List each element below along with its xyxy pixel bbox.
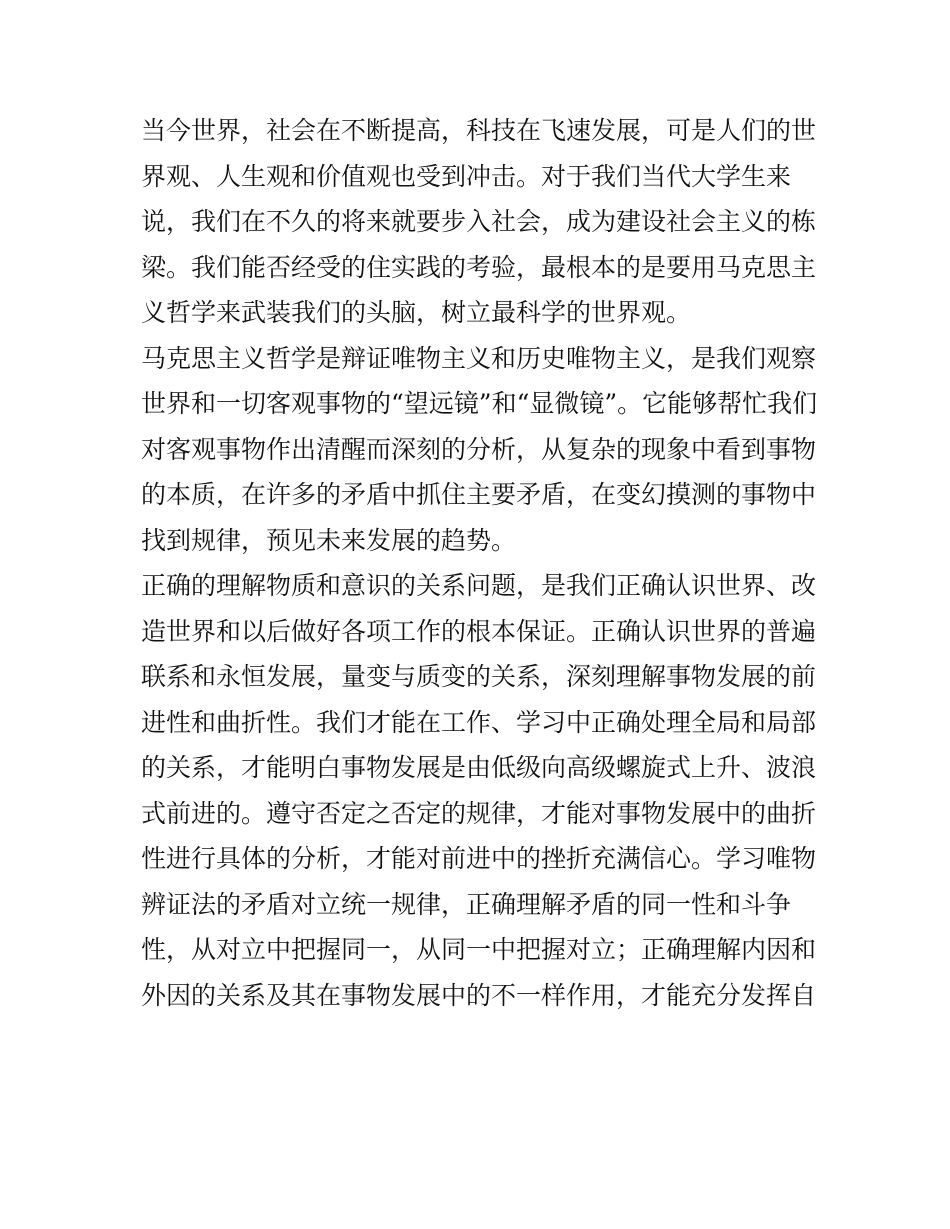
text-line: 梁。我们能否经受的住实践的考验，最根本的是要用马克思主 — [141, 252, 817, 282]
text-line: 性，从对立中把握同一，从同一中把握对立；正确理解内因和 — [141, 935, 817, 964]
text-line: 辨证法的矛盾对立统一规律，正确理解矛盾的同一性和斗争 — [141, 889, 792, 919]
text-line: 说，我们在不久的将来就要步入社会，成为建设社会主义的栋 — [141, 207, 817, 236]
text-line: 的关系，才能明白事物发展是由低级向高级螺旋式上升、波浪 — [141, 753, 817, 782]
text-line: 联系和永恒发展，量变与质变的关系，深刻理解事物发展的前 — [141, 662, 817, 691]
text-line: 世界和一切客观事物的“望远镜”和“显微镜”。它能够帮忙我们 — [141, 389, 818, 418]
text-line: 找到规律，预见未来发展的趋势。 — [141, 525, 517, 555]
document-body — [141, 108, 821, 1018]
text-line: 外因的关系及其在事物发展中的不一样作用，才能充分发挥自 — [141, 980, 817, 1010]
text-line: 对客观事物作出清醒而深刻的分析，从复杂的现象中看到事物 — [141, 434, 817, 464]
text-line: 的本质，在许多的矛盾中抓住主要矛盾，在变幻摸测的事物中 — [141, 480, 817, 509]
text-line: 义哲学来武装我们的头脑，树立最科学的世界观。 — [141, 298, 692, 327]
text-line: 造世界和以后做好各项工作的根本保证。正确认识世界的普遍 — [141, 616, 817, 646]
text-line: 式前进的。遵守否定之否定的规律，才能对事物发展中的曲折 — [141, 798, 817, 828]
text-line: 正确的理解物质和意识的关系问题，是我们正确认识世界、改 — [141, 571, 817, 600]
text-line: 进性和曲折性。我们才能在工作、学习中正确处理全局和局部 — [141, 707, 817, 737]
text-line: 界观、人生观和价值观也受到冲击。对于我们当代大学生来 — [141, 161, 792, 191]
text-line: 当今世界，社会在不断提高，科技在飞速发展，可是人们的世 — [141, 116, 817, 145]
text-line: 马克思主义哲学是辩证唯物主义和历史唯物主义，是我们观察 — [141, 343, 817, 373]
text-line: 性进行具体的分析，才能对前进中的挫折充满信心。学习唯物 — [141, 844, 817, 873]
